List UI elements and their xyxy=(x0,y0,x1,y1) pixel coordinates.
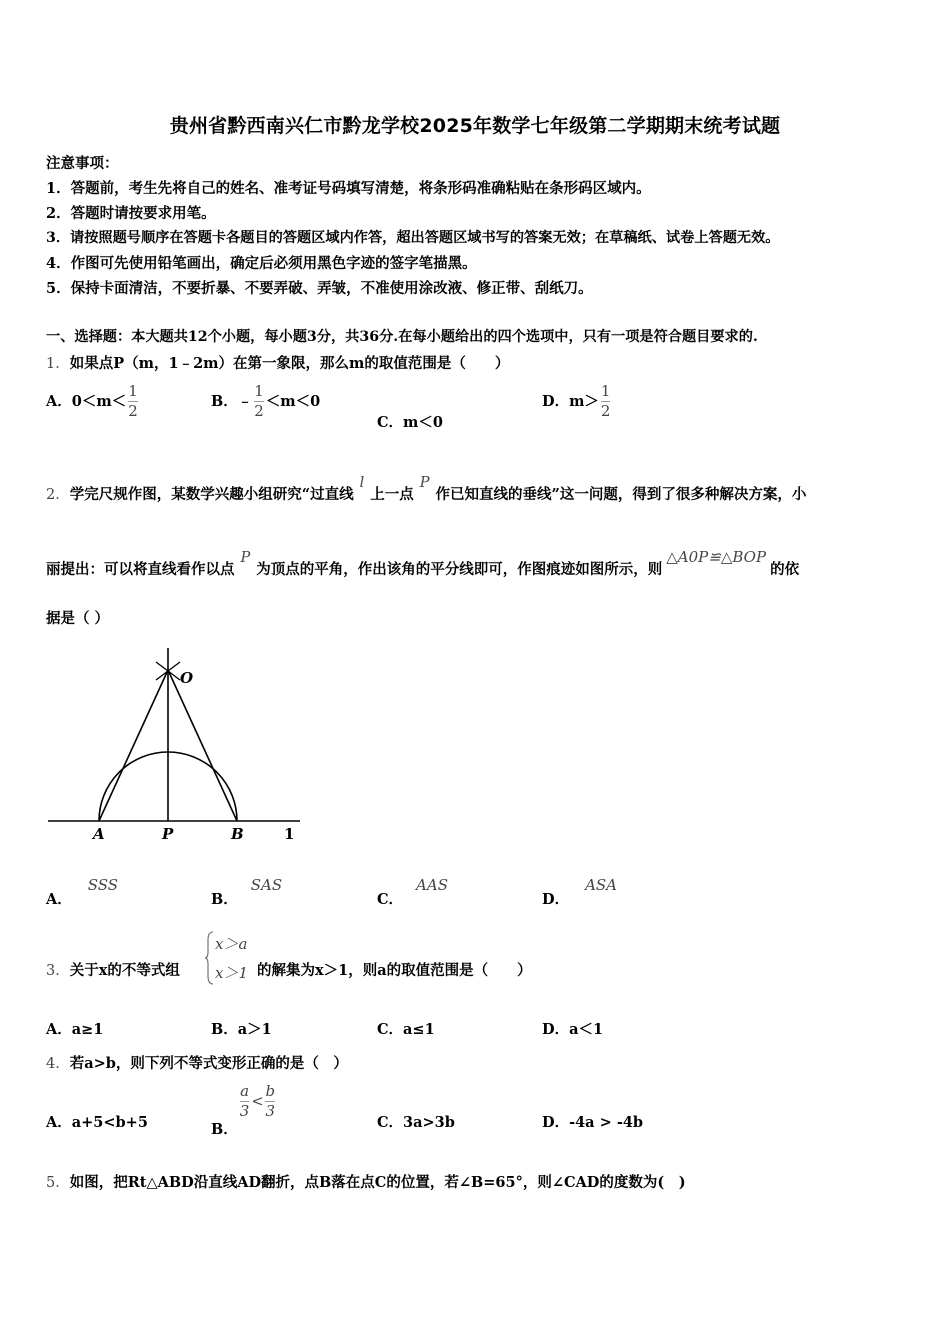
inequality-system xyxy=(205,930,253,986)
q3-option-a[interactable]: A．a≥1 xyxy=(46,1021,104,1038)
question-2-line-3: 据是（ ） xyxy=(46,610,110,627)
math-l: l xyxy=(359,475,365,491)
fraction: $\frac{1}{2}$ xyxy=(254,382,264,421)
q3-option-c[interactable]: C．a≤1 xyxy=(377,1021,435,1038)
notice-heading: 注意事项： xyxy=(46,155,119,172)
question-text: 如图，把Rt△ABD沿直线AD翻折，点B落在点C的位置，若∠B=65°，则∠CAD的度数为( ) xyxy=(69,1174,686,1191)
q1-option-b[interactable] xyxy=(211,383,320,421)
option-value: SSS xyxy=(87,876,119,894)
inequality-2: x＞1 xyxy=(215,964,249,982)
q4-option-b[interactable] xyxy=(211,1082,277,1138)
notice-item: 2．答题时请按要求用笔。 xyxy=(46,205,216,222)
q2-option-c[interactable] xyxy=(377,876,448,909)
segment-bo xyxy=(168,670,237,821)
label-o: O xyxy=(180,669,194,687)
q4-option-d[interactable]: D．-4a > -4b xyxy=(542,1114,644,1131)
q3-option-b[interactable]: B．a＞1 xyxy=(211,1021,272,1038)
label-p: P xyxy=(162,825,174,843)
option-label: B．﹣ xyxy=(211,392,253,410)
math-p: P xyxy=(240,550,251,566)
q2-option-b[interactable] xyxy=(211,876,283,909)
question-text: 如果点P（m，1﹣2m）在第一象限，那么m的取值范围是（ ） xyxy=(69,355,510,372)
q1-option-c[interactable]: C．m＜0 xyxy=(377,414,443,431)
q4-option-c[interactable]: C．3a>3b xyxy=(377,1114,455,1131)
option-label: A．0＜m＜ xyxy=(46,392,127,410)
fraction: $\frac{b}{3}$ xyxy=(265,1082,276,1121)
question-1 xyxy=(46,352,509,373)
math-p: P xyxy=(419,475,430,491)
question-number: 4． xyxy=(46,1056,70,1072)
q2-option-d[interactable] xyxy=(542,876,618,909)
option-value: AAS xyxy=(416,876,448,894)
section-heading: 一、选择题：本大题共12个小题，每小题3分，共36分.在每小题给出的四个选项中，只有一项是符合题目要求的. xyxy=(46,329,758,345)
question-3 xyxy=(46,959,180,980)
question-5 xyxy=(46,1171,686,1192)
construction-figure xyxy=(44,640,306,845)
question-text: 关于x的不等式组 xyxy=(69,962,180,979)
option-value: ASA xyxy=(585,876,618,894)
q4-option-a[interactable]: A．a+5<b+5 xyxy=(46,1114,148,1131)
question-text: 丽提出：可以将直线看作以点 xyxy=(46,561,235,578)
question-2-line-2 xyxy=(46,548,800,579)
question-text: 上一点 xyxy=(370,486,414,503)
question-text: 的依 xyxy=(770,561,800,578)
page-title: 贵州省黔西南兴仁市黔龙学校2025年数学七年级第二学期期末统考试题 xyxy=(169,115,781,137)
option-label: D．m＞ xyxy=(542,392,599,410)
question-number: 2． xyxy=(46,487,70,503)
option-label: D． xyxy=(542,891,570,908)
q2-option-a[interactable] xyxy=(46,876,119,909)
relation: < xyxy=(251,1093,264,1110)
fraction: $\frac{1}{2}$ xyxy=(128,382,138,421)
math-congruence: △A0P≌△BOP xyxy=(666,548,767,566)
fraction: $\frac{a}{3}$ xyxy=(239,1082,250,1121)
notice-item: 5．保持卡面清洁，不要折暴、不要弄破、弄皱，不准使用涂改液、修正带、刮纸刀。 xyxy=(46,280,593,297)
question-text: 作已知直线的垂线”这一问题，得到了很多种解决方案，小 xyxy=(435,486,807,503)
label-b: B xyxy=(231,825,244,843)
fraction: $\frac{1}{2}$ xyxy=(600,382,611,421)
notice-item: 1．答题前，考生先将自己的姓名、准考证号码填写清楚，将条形码准确粘贴在条形码区域内。 xyxy=(46,180,651,197)
brace-icon xyxy=(205,930,215,986)
option-value: SAS xyxy=(250,876,283,894)
question-text: 学完尺规作图，某数学兴趣小组研究“过直线 xyxy=(69,486,354,503)
label-a: A xyxy=(93,825,105,843)
option-label: B． xyxy=(211,891,238,908)
inequality-1: x＞a xyxy=(215,935,248,953)
question-number: 1． xyxy=(46,356,70,372)
question-number: 3． xyxy=(46,963,70,979)
option-label: B． xyxy=(211,1120,238,1138)
option-label: A． xyxy=(46,891,72,908)
q3-option-d[interactable]: D．a＜1 xyxy=(542,1021,604,1038)
question-text: 为顶点的平角，作出该角的平分线即可，作图痕迹如图所示，则 xyxy=(256,561,663,578)
notice-item: 4．作图可先使用铅笔画出，确定后必须用黑色字迹的签字笔描黑。 xyxy=(46,255,477,272)
question-text: 若a>b，则下列不等式变形正确的是（ ） xyxy=(69,1055,348,1072)
notice-item: 3．请按照题号顺序在答题卡各题目的答题区域内作答，超出答题区域书写的答案无效；在草稿纸、试卷上答题无效。 xyxy=(46,230,780,246)
option-text: ＜m＜0 xyxy=(265,392,321,410)
question-number: 5． xyxy=(46,1175,70,1191)
segment-ao xyxy=(99,670,168,821)
label-line: 1 xyxy=(284,825,295,843)
q1-option-d[interactable] xyxy=(542,383,612,421)
question-text: 的解集为x＞1，则a的取值范围是（ ） xyxy=(257,962,532,979)
option-label: C． xyxy=(377,891,404,908)
question-2-line-1 xyxy=(46,475,807,504)
q1-option-a[interactable] xyxy=(46,383,140,421)
question-4 xyxy=(46,1052,348,1073)
